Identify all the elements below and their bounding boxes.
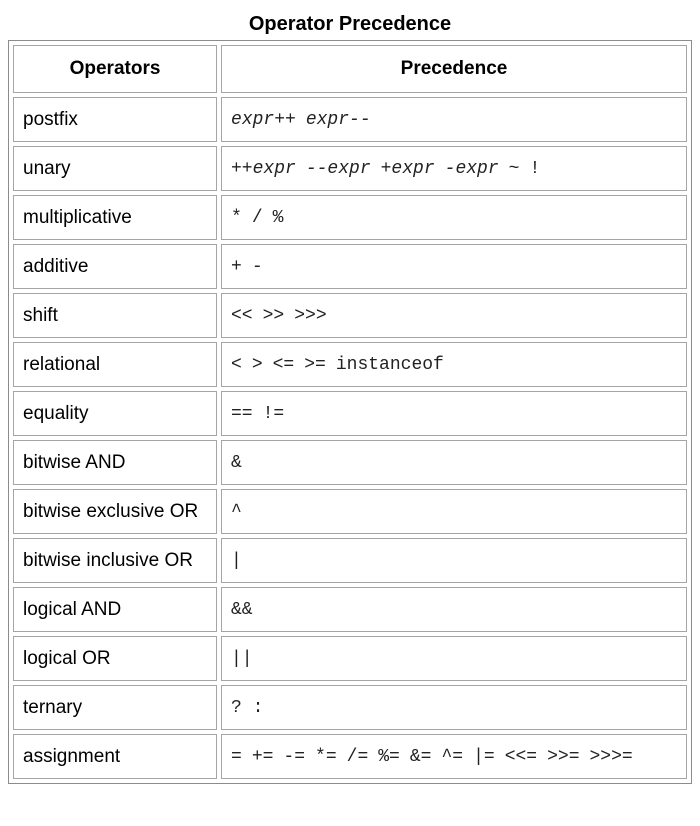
operator-token: instanceof <box>335 354 444 375</box>
precedence-cell <box>221 538 687 583</box>
operator-token: ++expr <box>231 158 296 179</box>
operator-category-cell: unary <box>13 146 217 191</box>
table-row <box>13 391 687 436</box>
operator-category-cell: relational <box>13 342 217 387</box>
operator-token: <<= <box>504 746 538 767</box>
precedence-cell <box>221 97 687 142</box>
precedence-cell <box>221 587 687 632</box>
table-row <box>13 538 687 583</box>
operator-token: != <box>262 403 285 424</box>
operator-token: || <box>231 648 253 669</box>
column-header-precedence: Precedence <box>221 45 687 93</box>
operator-token: +expr <box>380 158 435 179</box>
operator-token: >>>= <box>589 746 633 767</box>
operator-token: ? : <box>231 697 264 718</box>
table-row <box>13 734 687 779</box>
operator-token: % <box>272 207 284 228</box>
operator-category-cell: assignment <box>13 734 217 779</box>
operator-token: >= <box>304 354 326 375</box>
operator-token: -= <box>283 746 306 767</box>
operator-category-cell: logical AND <box>13 587 217 632</box>
operator-token: --expr <box>305 158 371 179</box>
operator-category-cell: bitwise AND <box>13 440 217 485</box>
operator-category-cell: logical OR <box>13 636 217 681</box>
operator-token: /= <box>346 746 369 767</box>
operator-token: < <box>231 354 242 375</box>
operator-token: ^ <box>231 501 242 522</box>
operator-token: |= <box>473 746 495 767</box>
operator-token: *= <box>315 746 337 767</box>
table-body <box>13 97 687 779</box>
operator-token: += <box>251 746 274 767</box>
table-row <box>13 685 687 730</box>
operator-token: * <box>231 207 242 228</box>
table-header <box>13 45 687 93</box>
precedence-cell <box>221 342 687 387</box>
operator-token: >>> <box>294 305 327 326</box>
operator-token: %= <box>378 746 400 767</box>
precedence-cell <box>221 244 687 289</box>
operator-category-cell: shift <box>13 293 217 338</box>
operator-token: >>= <box>547 746 580 767</box>
operator-token: expr-- <box>305 109 371 130</box>
precedence-cell <box>221 489 687 534</box>
operator-token: ! <box>529 158 541 179</box>
precedence-cell <box>221 391 687 436</box>
operator-token: / <box>251 207 263 228</box>
table-row <box>13 342 687 387</box>
precedence-cell <box>221 146 687 191</box>
operator-token: ^= <box>441 746 464 767</box>
precedence-cell <box>221 636 687 681</box>
operator-token: | <box>231 550 242 571</box>
header-row <box>13 45 687 93</box>
operator-token: ~ <box>508 158 520 179</box>
table-caption: Operator Precedence <box>248 13 452 35</box>
table-row <box>13 97 687 142</box>
operator-token: - <box>251 256 263 277</box>
table-row <box>13 146 687 191</box>
operator-token: &= <box>409 746 432 767</box>
operator-token: = <box>231 746 242 767</box>
table-row <box>13 244 687 289</box>
table-row <box>13 636 687 681</box>
operator-token: > <box>251 354 263 375</box>
operator-token: && <box>231 599 253 620</box>
operator-category-cell: postfix <box>13 97 217 142</box>
operator-category-cell: bitwise inclusive OR <box>13 538 217 583</box>
operator-token: >> <box>262 305 285 326</box>
operator-category-cell: additive <box>13 244 217 289</box>
operator-token: + <box>231 256 242 277</box>
precedence-cell <box>221 440 687 485</box>
precedence-cell <box>221 734 687 779</box>
operator-token: == <box>231 403 253 424</box>
operator-category-cell: bitwise exclusive OR <box>13 489 217 534</box>
operator-category-cell: equality <box>13 391 217 436</box>
table-row <box>13 587 687 632</box>
column-header-operators: Operators <box>13 45 217 93</box>
operator-token: & <box>231 452 242 473</box>
table-row <box>13 293 687 338</box>
operator-token: <= <box>272 354 295 375</box>
operator-category-cell: ternary <box>13 685 217 730</box>
precedence-cell <box>221 195 687 240</box>
table-row <box>13 489 687 534</box>
table-row <box>13 195 687 240</box>
table-row <box>13 440 687 485</box>
precedence-cell <box>221 293 687 338</box>
operator-token: << <box>231 305 253 326</box>
precedence-cell <box>221 685 687 730</box>
operator-precedence-table <box>8 40 692 784</box>
operator-category-cell: multiplicative <box>13 195 217 240</box>
operator-token: expr++ <box>231 109 296 130</box>
operator-token: -expr <box>444 158 499 179</box>
